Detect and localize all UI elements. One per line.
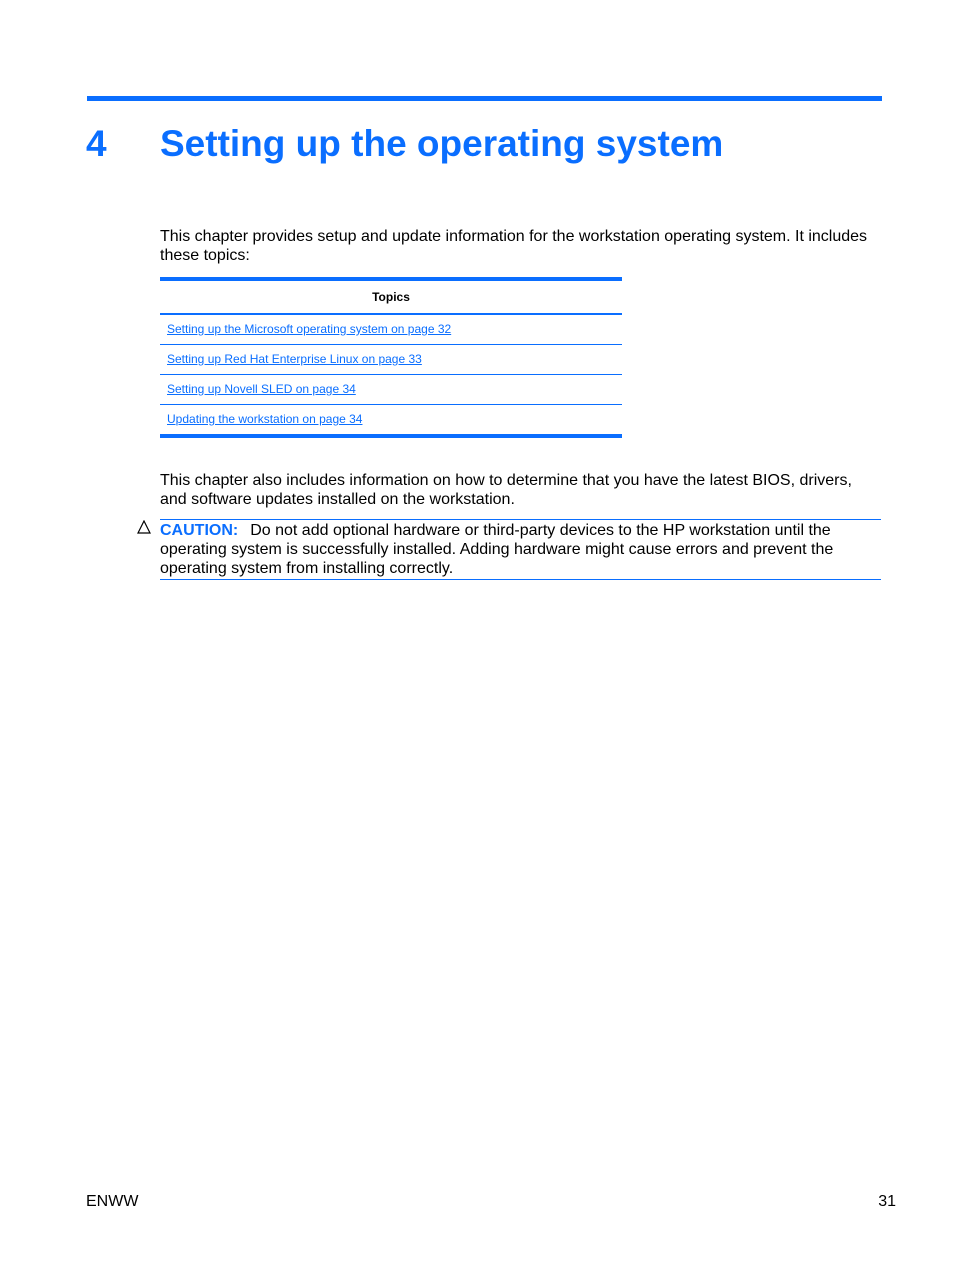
- topic-link-red-hat[interactable]: Setting up Red Hat Enterprise Linux on page 33: [167, 352, 422, 366]
- intro-paragraph: This chapter provides setup and update information for the workstation operating system. It includes these topics:: [160, 228, 868, 264]
- chapter-title: Setting up the operating system: [160, 123, 724, 164]
- also-paragraph: This chapter also includes information on how to determine that you have the latest BIOS, drivers, and software updates installed on the workstation.: [160, 472, 852, 508]
- table-row: [160, 315, 622, 345]
- topics-table-header: Topics: [160, 281, 622, 315]
- page-number: 31: [878, 1193, 896, 1210]
- chapter-number: 4: [86, 123, 107, 164]
- topic-link-updating[interactable]: Updating the workstation on page 34: [167, 412, 363, 426]
- caution-note: [160, 519, 881, 580]
- topic-link-microsoft[interactable]: Setting up the Microsoft operating system on page 32: [167, 322, 452, 336]
- table-row: [160, 405, 622, 434]
- table-row: [160, 375, 622, 405]
- chapter-top-rule: [87, 96, 882, 101]
- warning-triangle-icon: [137, 520, 151, 534]
- topics-table: [160, 277, 622, 438]
- footer-label: ENWW: [86, 1193, 139, 1210]
- topic-link-novell-sled[interactable]: Setting up Novell SLED on page 34: [167, 382, 356, 396]
- table-row: [160, 345, 622, 375]
- caution-text: Do not add optional hardware or third-party devices to the HP workstation until the operating system is successfully installed. Adding hardware might cause errors and prevent the operating system from installing correctly.: [160, 522, 834, 577]
- caution-label: CAUTION:: [160, 522, 239, 539]
